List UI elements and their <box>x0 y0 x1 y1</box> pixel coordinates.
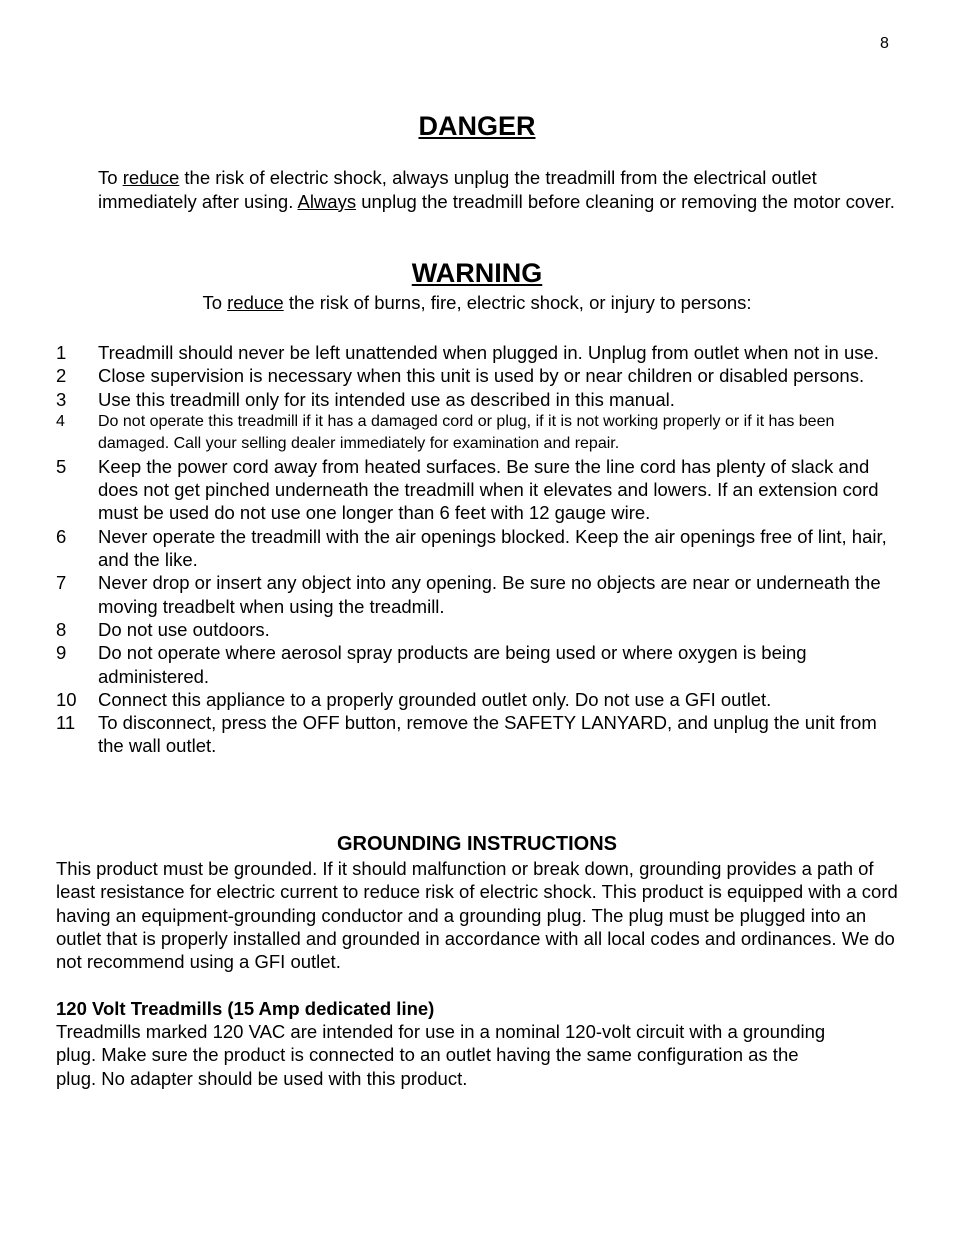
list-item-number: 7 <box>56 572 67 594</box>
list-item-text: Connect this appliance to a properly grounded outlet only. Do not use a GFI outlet. <box>98 688 772 710</box>
danger-underlined-always: Always <box>297 190 357 212</box>
list-item-text: Close supervision is necessary when this unit is used by or near children or disabled persons. <box>98 365 865 387</box>
list-item-text: Treadmill should never be left unattended when plugged in. Unplug from outlet when not in use. <box>98 342 879 363</box>
page-number: 8 <box>880 35 889 52</box>
list-item <box>56 641 906 688</box>
danger-heading: DANGER <box>418 111 536 141</box>
volt-subheading: 120 Volt Treadmills (15 Amp dedicated line) <box>56 998 435 1019</box>
list-item-number: 6 <box>56 525 67 547</box>
warning-intro-part: To <box>202 292 228 313</box>
volt-paragraph: Treadmills marked 120 VAC are intended for use in a nominal 120-volt circuit with a grounding plug. Make sure the product is connected to an outlet having the same configuration as the plug. No adapter should be used with this product. <box>56 1021 826 1089</box>
list-item-number: 3 <box>56 388 67 410</box>
list-item <box>56 364 906 387</box>
list-item <box>56 388 906 411</box>
list-item <box>56 411 906 455</box>
list-item <box>56 525 906 572</box>
list-item-text: Keep the power cord away from heated surfaces. Be sure the line cord has plenty of slack and does not get pinched underneath the treadmill when it elevates and lowers. If an extension cord must be used do not use one longer than 6 feet with 12 gauge wire. <box>98 455 879 524</box>
warning-heading: WARNING <box>411 258 543 288</box>
danger-text-part: To <box>98 167 123 188</box>
list-item-number: 10 <box>56 688 77 710</box>
list-item-text: Never operate the treadmill with the air openings blocked. Keep the air openings free of lint, hair, and the like. <box>98 525 887 571</box>
list-item-number: 1 <box>56 342 67 363</box>
list-item-text: Do not use outdoors. <box>98 618 270 640</box>
list-item-text: Do not operate this treadmill if it has a damaged cord or plug, if it is not working properly or if it has been damaged. Call your selling dealer immediately for examination and repair. <box>98 412 835 452</box>
warning-intro <box>0 291 954 314</box>
warning-list <box>56 341 906 758</box>
list-item <box>56 455 906 525</box>
danger-paragraph <box>98 166 898 213</box>
list-item-text: Use this treadmill only for its intended use as described in this manual. <box>98 388 675 410</box>
list-item-number: 9 <box>56 642 67 664</box>
list-item-text: To disconnect, press the OFF button, remove the SAFETY LANYARD, and unplug the unit from the wall outlet. <box>98 712 877 757</box>
list-item-number: 2 <box>56 365 67 387</box>
danger-text-part: unplug the treadmill before cleaning or removing the motor cover. <box>356 190 895 212</box>
list-item-number: 5 <box>56 455 67 477</box>
list-item-text: Never drop or insert any object into any opening. Be sure no objects are near or underneath the moving treadbelt when using the treadmill. <box>98 572 881 617</box>
list-item <box>56 341 906 364</box>
list-item <box>56 711 906 758</box>
danger-text-part: the risk of electric shock, always unplug the treadmill from the electrical outlet immediately after using. <box>98 167 817 212</box>
list-item <box>56 618 906 641</box>
danger-underlined-reduce: reduce <box>122 167 180 188</box>
grounding-paragraph: This product must be grounded. If it should malfunction or break down, grounding provides a path of least resistance for electric current to reduce risk of electric shock. This product is equipped with a cord having an equipment-grounding conductor and a grounding plug. The plug must be plugged into an outlet that is properly installed and grounded in accordance with all local codes and ordinances. We do not recommend using a GFI outlet. <box>56 858 898 973</box>
list-item <box>56 688 906 711</box>
grounding-heading: GROUNDING INSTRUCTIONS <box>337 833 617 855</box>
list-item-number: 11 <box>56 712 76 734</box>
list-item-number: 8 <box>56 618 67 640</box>
warning-intro-part: the risk of burns, fire, electric shock, or injury to persons: <box>283 292 752 313</box>
list-item-number: 4 <box>56 412 65 430</box>
list-item <box>56 571 906 618</box>
warning-underlined-reduce: reduce <box>227 292 284 313</box>
list-item-text: Do not operate where aerosol spray products are being used or where oxygen is being administered. <box>98 642 807 687</box>
